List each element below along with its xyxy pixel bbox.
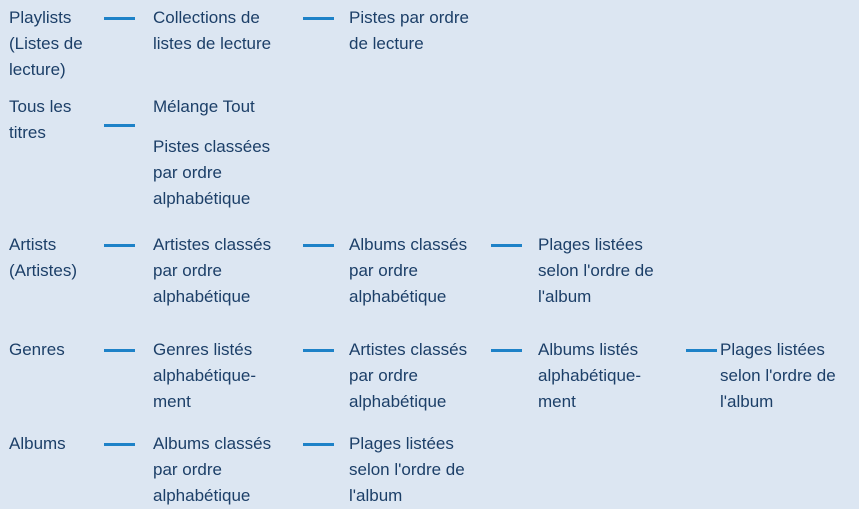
connector-dash [303, 443, 334, 446]
connector-dash [104, 124, 135, 127]
connector-dash [104, 17, 135, 20]
playlists-tracks: Pistes par ordre de lecture [349, 8, 469, 53]
genres-root: Genres [9, 340, 65, 359]
connector-dash [104, 443, 135, 446]
connector-dash [491, 244, 522, 247]
artists-root: Artists (Artistes) [9, 235, 77, 280]
connector-dash [104, 349, 135, 352]
connector-dash [491, 349, 522, 352]
connector-dash [104, 244, 135, 247]
connector-dash [303, 244, 334, 247]
albums-alphabetical: Albums classés par ordre alphabétique [153, 434, 272, 505]
artists-alphabetical: Artistes classés par ordre alphabétique [153, 235, 272, 306]
artist-albums-alphabetical: Albums classés par ordre alphabétique [349, 235, 468, 306]
albums-root: Albums [9, 434, 66, 453]
playlists-root: Playlists (Listes de lecture) [9, 8, 83, 79]
playlists-collections: Collections de listes de lecture [153, 8, 272, 53]
genre-albums-alphabetical: Albums listés alphabétique- ment [538, 340, 642, 411]
album-tracks: Plages listées selon l'ordre de l'album [349, 434, 465, 505]
genre-album-tracks: Plages listées selon l'ordre de l'album [720, 340, 836, 411]
shuffle-all: Mélange Tout [153, 97, 255, 116]
connector-dash [303, 349, 334, 352]
connector-dash [303, 17, 334, 20]
genres-alphabetical: Genres listés alphabétique- ment [153, 340, 257, 411]
tracks-alphabetical: Pistes classées par ordre alphabétique [153, 137, 271, 208]
genre-artists-alphabetical: Artistes classés par ordre alphabétique [349, 340, 468, 411]
connector-dash [686, 349, 717, 352]
all-titles-root: Tous les titres [9, 97, 72, 142]
artist-album-tracks: Plages listées selon l'ordre de l'album [538, 235, 654, 306]
